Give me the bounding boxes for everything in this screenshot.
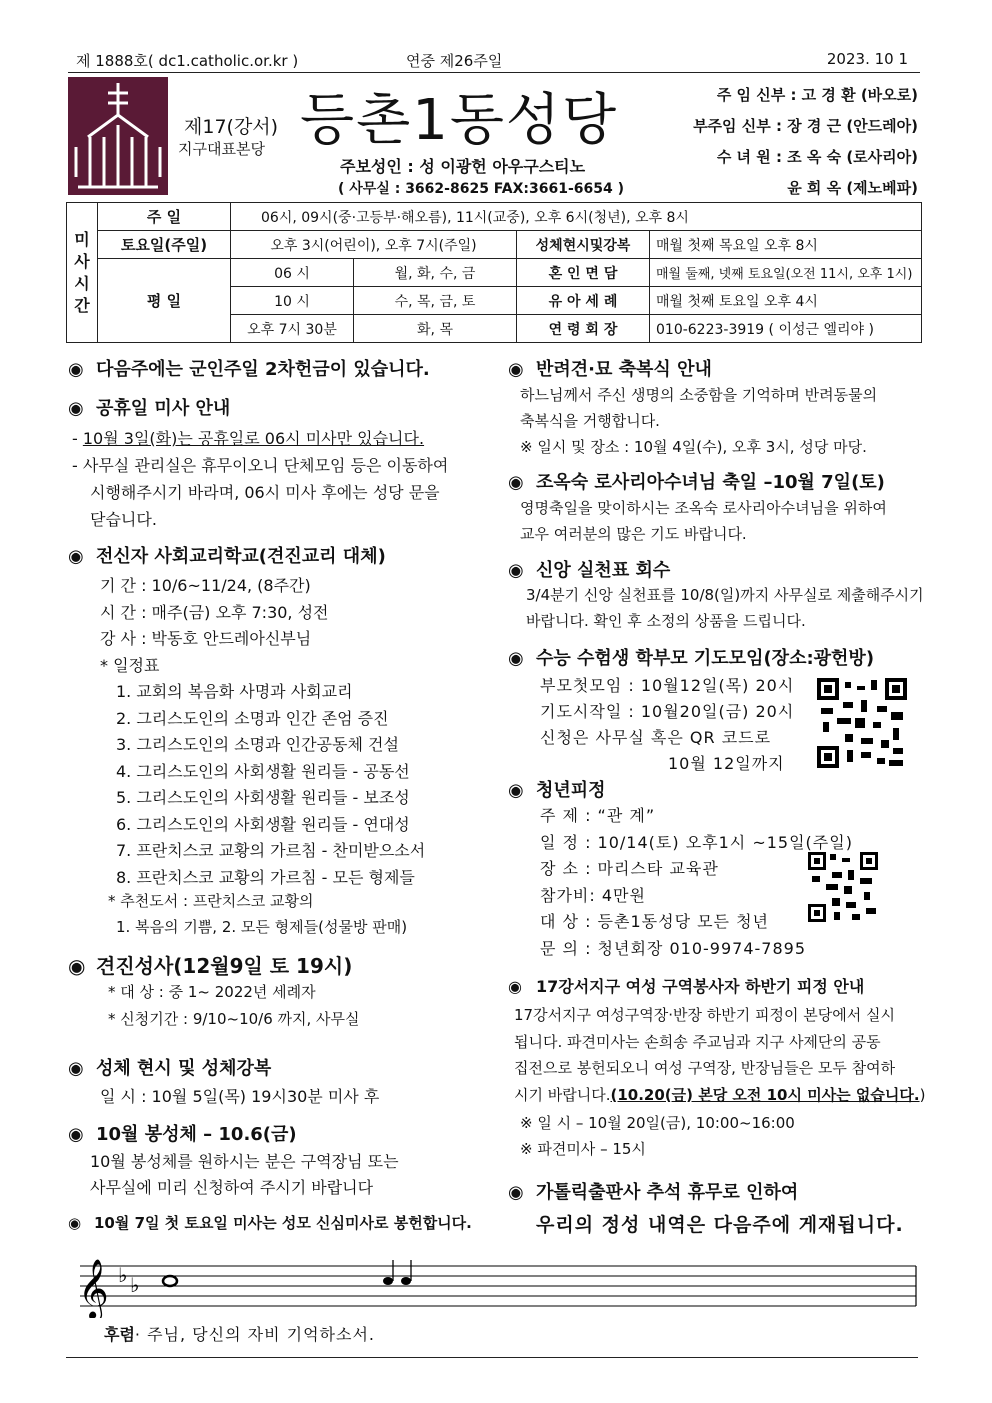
offering-notice-heading: ◉ 가톨릭출판사 추석 휴무로 인하여 <box>508 1182 799 1203</box>
sunday-label: 주 일 <box>98 203 231 231</box>
whole-note-icon <box>163 1276 177 1286</box>
flat-icon: ♭ <box>118 1263 128 1287</box>
weekday-days: 화, 목 <box>354 315 517 343</box>
notice-military-sunday: ◉ 다음주에는 군인주일 2차헌금이 있습니다. <box>68 359 430 380</box>
pastor: 주 임 신부 : 고 경 환 (바오로) <box>716 86 918 104</box>
youth-retreat-details: 주 제 : “관 계” 일 정 : 10/14(토) 오후1시 ~15일(주일) 장 소 : 마리스타 교육관 참가비: 4만원 대 상 : 등촌1동성당 모든 청년 문 의 : 청년회장 010-9974-7895 <box>540 806 853 958</box>
weekday-days: 수, 목, 금, 토 <box>354 287 517 315</box>
faith-sheet-line-1: 3/4분기 신앙 실천표를 10/8(일)까지 사무실로 제출해주시기 <box>526 586 924 604</box>
pet-blessing-line-1: 하느님께서 주신 생명의 소중함을 기억하며 반려동물의 <box>520 386 878 404</box>
communion-line-1: 10월 봉성체를 원하시는 분은 구역장님 또는 <box>90 1152 399 1171</box>
feast-day-heading: ◉ 조옥숙 로사리아수녀님 축일 –10월 7일(토) <box>508 472 885 493</box>
pet-blessing-line-2: 축복식을 거행합니다. <box>520 412 660 430</box>
bullet-icon: ◉ <box>508 1182 524 1203</box>
top-bar <box>68 50 920 70</box>
saturday-label: 토요일(주일) <box>98 231 231 259</box>
confirmation-target: * 대 상 : 중 1~ 2022년 세례자 <box>108 983 316 1001</box>
info-label: 연 령 회 장 <box>517 315 650 343</box>
bullet-icon: ◉ <box>508 648 524 669</box>
bottom-rule <box>66 1357 918 1358</box>
recommended-books-list: 1. 복음의 기쁨, 2. 모든 형제들(성물방 판매) <box>116 918 408 936</box>
associate-pastor: 부주임 신부 : 장 경 근 (안드레아) <box>693 117 918 135</box>
info-value: 매월 둘째, 넷째 토요일(오전 11시, 오후 1시) <box>650 259 922 287</box>
church-building-icon <box>68 77 168 195</box>
list-item: 5. 그리스도인의 사회생활 원리들 - 보조성 <box>116 788 410 807</box>
women-retreat-body: 17강서지구 여성구역장·반장 하반기 피정이 본당에서 실시 됩니다. 파견미사는 손희송 주교님과 지구 사제단의 공동 집전으로 봉헌되오니 여성 구역장, 반장님들은 모두 참여하 시기 바랍니다.(10.20(금) 본당 오전 10시 미사는 없습니다.) <box>514 1006 926 1104</box>
mass-schedule-table <box>66 202 922 343</box>
district-name: 제17(강서) <box>184 116 279 138</box>
church-logo <box>68 77 168 195</box>
qr-code-icon[interactable] <box>808 852 878 922</box>
bullet-icon: ◉ <box>68 954 86 978</box>
weekday-time: 06 시 <box>231 259 354 287</box>
exam-prayer-details: 부모첫모임 : 10월12일(목) 20시 기도시작일 : 10월20일(금) 20시 신청은 사무실 혹은 QR 코드로 10월 12일까지 <box>540 676 795 773</box>
confirmation-heading: ◉ 견진성사(12월9일 토 19시) <box>68 954 353 978</box>
women-retreat-mass: ※ 파견미사 – 15시 <box>520 1140 646 1158</box>
first-saturday-notice: ◉ 10월 7일 첫 토요일 미사는 성모 신심미사로 봉헌합니다. <box>68 1214 472 1232</box>
list-item: 8. 프란치스코 교황의 가르침 - 모든 형제들 <box>116 867 415 887</box>
list-item: 2. 그리스도인의 소명과 인간 존엄 증진 <box>116 708 389 728</box>
communion-line-2: 사무실에 미리 신청하여 주시기 바랍니다 <box>90 1178 374 1197</box>
holiday-line-2: - 사무실 관리실은 휴무이오니 단체모임 등은 이동하여 <box>72 456 449 475</box>
treble-clef-icon: 𝄞 <box>78 1259 109 1318</box>
issue-number: 제 1888호( dc1.catholic.or.kr ) <box>76 52 299 70</box>
holiday-line-4: 닫습니다. <box>90 510 157 529</box>
bullet-icon: ◉ <box>508 560 524 581</box>
exam-prayer-heading: ◉ 수능 수험생 학부모 기도모임(장소:광헌방) <box>508 648 875 669</box>
info-value: 010-6223-3919 ( 이성근 엘리야 ) <box>650 315 922 343</box>
saturday-times: 오후 3시(어린이), 오후 7시(주일) <box>231 231 517 259</box>
refrain-text: 후렴· 주님, 당신의 자비 기억하소서. <box>104 1325 375 1344</box>
feast-day-line-2: 교우 여러분의 많은 기도 바랍니다. <box>520 525 747 543</box>
info-value: 매월 첫째 토요일 오후 4시 <box>650 287 922 315</box>
pet-blessing-heading: ◉ 반려견·묘 축복식 안내 <box>508 359 712 380</box>
district-sub: 지구대표본당 <box>178 140 265 158</box>
quarter-note-icon <box>401 1277 411 1285</box>
eighth-note-icon <box>383 1277 393 1285</box>
info-label: 유 아 세 례 <box>517 287 650 315</box>
holiday-line-1: - 10월 3일(화)는 공휴일로 06시 미사만 있습니다. <box>72 429 425 448</box>
bullet-icon: ◉ <box>508 780 524 801</box>
info-label: 혼 인 면 담 <box>517 259 650 287</box>
weekday-label: 평 일 <box>98 259 231 343</box>
liturgical-season: 연중 제26주일 <box>406 52 503 70</box>
adoration-label: 성체현시및강복 <box>517 231 650 259</box>
church-name: 등촌1동성당 <box>300 88 619 153</box>
sunday-times: 06시, 09시(중·고등부·해오름), 11시(교중), 오후 6시(청년), 오후 8시 <box>231 203 922 231</box>
weekday-days: 월, 화, 수, 금 <box>354 259 517 287</box>
office-phone: ( 사무실 : 3662-8625 FAX:3661-6654 ) <box>338 181 625 197</box>
bullet-icon: ◉ <box>508 977 522 996</box>
patron-saint: 주보성인 : 성 이광헌 아우구스티노 <box>340 157 586 176</box>
offering-notice-text: 우리의 정성 내역은 다음주에 게재됩니다. <box>536 1214 904 1236</box>
list-item: 3. 그리스도인의 소명과 인간공동체 건설 <box>116 735 399 754</box>
bullet-icon: ◉ <box>68 546 84 567</box>
pet-blessing-line-3: ※ 일시 및 장소 : 10월 4일(수), 오후 3시, 성당 마당. <box>520 438 867 456</box>
adoration-time: 일 시 : 10월 5일(목) 19시30분 미사 후 <box>100 1087 380 1106</box>
issue-date: 2023. 10 1 <box>826 50 908 68</box>
list-item: 4. 그리스도인의 사회생활 원리들 - 공동선 <box>116 761 410 781</box>
music-staff <box>70 1252 920 1318</box>
social-school-heading: ◉ 전신자 사회교리학교(견진교리 대체) <box>68 546 386 567</box>
mass-side-label: 미 사 시 간 <box>67 203 98 343</box>
social-school-info: 기 간 : 10/6~11/24, (8주간) 시 간 : 매주(금) 오후 7:30, 성전 강 사 : 박동호 안드레아신부님 * 일정표 <box>100 576 329 675</box>
qr-code-icon[interactable] <box>817 678 907 768</box>
list-item: 1. 교회의 복음화 사명과 사회교리 <box>116 682 353 701</box>
feast-day-line-1: 영명축일을 맞이하시는 조옥숙 로사리아수녀님을 위하여 <box>520 499 887 517</box>
women-retreat-heading: ◉ 17강서지구 여성 구역봉사자 하반기 피정 안내 <box>508 977 865 996</box>
bullet-icon: ◉ <box>68 1214 82 1232</box>
sister-1: 수 녀 원 : 조 옥 숙 (로사리아) <box>716 148 918 166</box>
faith-sheet-line-2: 바랍니다. 확인 후 소정의 상품을 드립니다. <box>526 612 806 630</box>
bullet-icon: ◉ <box>68 398 84 419</box>
weekday-time: 10 시 <box>231 287 354 315</box>
faith-sheet-heading: ◉ 신앙 실천표 회수 <box>508 560 671 581</box>
clergy-list <box>665 80 918 204</box>
women-retreat-time: ※ 일 시 – 10월 20일(금), 10:00~16:00 <box>520 1114 795 1132</box>
flat-icon: ♭ <box>130 1273 140 1297</box>
bullet-icon: ◉ <box>508 472 524 493</box>
list-item: 6. 그리스도인의 사회생활 원리들 - 연대성 <box>116 814 410 834</box>
confirmation-period: * 신청기간 : 9/10~10/6 까지, 사무실 <box>108 1010 360 1028</box>
youth-retreat-heading: ◉ 청년피정 <box>508 780 606 801</box>
holiday-line-3: 시행해주시기 바라며, 06시 미사 후에는 성당 문을 <box>90 483 440 502</box>
bullet-icon: ◉ <box>68 359 84 380</box>
holiday-mass-heading: ◉ 공휴일 미사 안내 <box>68 398 231 419</box>
social-school-schedule <box>116 679 425 891</box>
adoration-heading: ◉ 성체 현시 및 성체강복 <box>68 1058 272 1079</box>
communion-heading: ◉ 10월 봉성체 – 10.6(금) <box>68 1124 297 1145</box>
bullet-icon: ◉ <box>68 1124 84 1145</box>
sister-2: 윤 희 옥 (제노베파) <box>787 179 918 197</box>
weekday-time: 오후 7시 30분 <box>231 315 354 343</box>
bullet-icon: ◉ <box>68 1058 84 1079</box>
bullet-icon: ◉ <box>508 359 524 380</box>
adoration-value: 매월 첫째 목요일 오후 8시 <box>650 231 922 259</box>
list-item: 7. 프란치스코 교황의 가르침 - 찬미받으소서 <box>116 841 426 860</box>
recommended-books: * 추천도서 : 프란치스코 교황의 <box>108 892 314 910</box>
